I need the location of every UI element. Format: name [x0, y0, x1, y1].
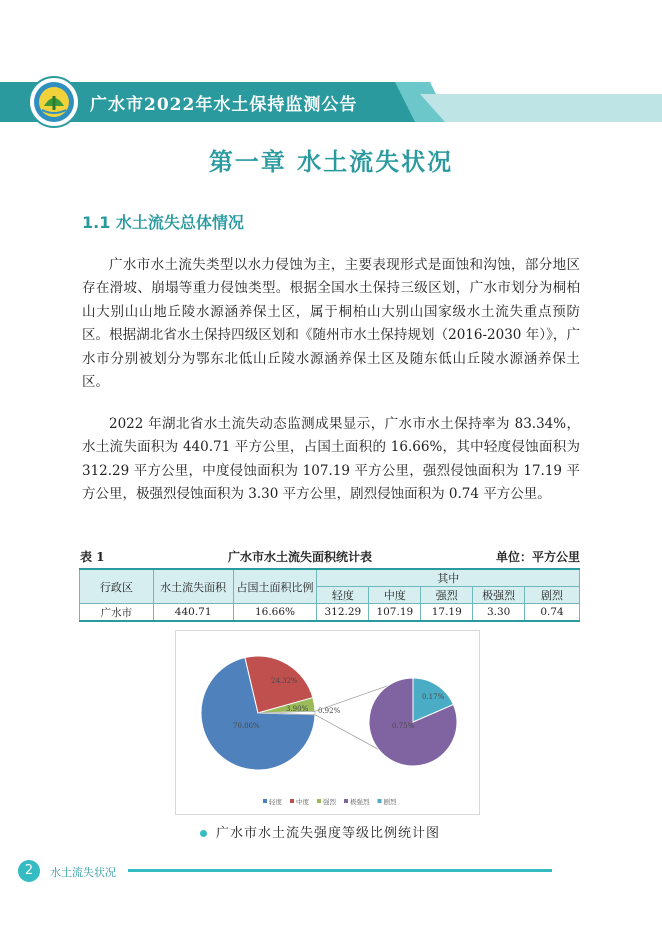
cell-region: 广水市: [80, 604, 154, 622]
legend-swatch-severe: [378, 799, 382, 803]
header-area: 水土流失面积: [153, 569, 233, 604]
header-very-intense: 极强烈: [473, 587, 525, 604]
pie-chart-frame: [175, 630, 480, 815]
cell-ratio: 16.66%: [233, 604, 317, 622]
paragraph-1: 广水市水土流失类型以水力侵蚀为主，主要表现形式是面蚀和沟蚀，部分地区存在滑坡、崩塌等重力侵蚀类型。根据全国水土保持三级区划，广水市划分为桐柏山大别山山地丘陵水源涵养保土区，属于桐柏山大别山国家级水土流失重点预防区。根据湖北省水土保持四级区划和《随州市水土保持规划（2016-2030 年）》，广水市分别被划分为鄂东北低山丘陵水源涵养保土区及随东低山丘陵水源涵养保土区。: [82, 257, 580, 391]
header-moderate: 中度: [369, 587, 421, 604]
cell-intense: 17.19: [421, 604, 473, 622]
table-label: 表 1: [80, 550, 105, 564]
figure-caption: [200, 822, 440, 841]
subpie-label-severe: 0.17%: [422, 693, 445, 701]
paragraph-2: 2022 年湖北省水土流失动态监测成果显示，广水市水土保持率为 83.34%，水土流失面积为 440.71 平方公里，占国土面积的 16.66%，其中轻度侵蚀面积为 312.29 平方公里，中度侵蚀面积为 107.19 平方公里，强烈侵蚀面积为 17.19 平方公里，极强烈侵蚀面积为 3.30 平方公里，剧烈侵蚀面积为 0.74 平方公里。: [82, 416, 580, 503]
legend-swatch-moderate: [290, 799, 294, 803]
subpie-label-very-intense: 0.75%: [392, 722, 415, 730]
cell-moderate: 107.19: [369, 604, 421, 622]
pie-of-pie-chart: [176, 631, 479, 814]
report-title: 广水市2022年水土保持监测公告: [90, 95, 358, 115]
pie-label-mild: 70.86%: [233, 722, 260, 730]
caption-bullet-icon: [200, 830, 207, 837]
cell-mild: 312.29: [317, 604, 369, 622]
legend-label-mild: 轻度: [269, 798, 282, 806]
footer-label: 水土流失状况: [50, 866, 116, 879]
cell-area: 440.71: [153, 604, 233, 622]
legend-label-very-intense: 极强烈: [350, 798, 370, 806]
table-row: [80, 604, 580, 622]
pie-label-intense: 3.90%: [286, 705, 309, 713]
header-ratio: 占国土面积比例: [233, 569, 317, 604]
legend-label-severe: 剧烈: [383, 798, 397, 806]
legend-swatch-very-intense: [344, 799, 348, 803]
logo: [28, 76, 80, 128]
header-intense: 强烈: [421, 587, 473, 604]
section-title: 1.1 水土流失总体情况: [82, 213, 244, 232]
cell-severe: 0.74: [525, 604, 580, 622]
header-region: 行政区: [80, 569, 154, 604]
page-number: 2: [18, 860, 40, 882]
footer-divider: [128, 869, 552, 872]
chapter-title: 第一章 水土流失状况: [208, 147, 454, 176]
table-title: 广水市水土流失面积统计表: [228, 550, 373, 564]
legend-swatch-mild: [263, 799, 267, 803]
legend-swatch-intense: [317, 799, 321, 803]
header-severe: 剧烈: [525, 587, 580, 604]
pie-label-moderate: 24.32%: [271, 677, 298, 685]
header-mild: 轻度: [317, 587, 369, 604]
figure-caption-text: 广水市水土流失强度等级比例统计图: [216, 826, 441, 841]
table-unit: 单位：平方公里: [495, 550, 580, 564]
area-statistics-table: [79, 568, 580, 622]
legend-label-intense: 强烈: [323, 798, 336, 806]
pie-label-other: 0.92%: [318, 707, 341, 715]
cell-very-intense: 3.30: [473, 604, 525, 622]
header-group: 其中: [317, 569, 580, 587]
legend-label-moderate: 中度: [296, 798, 309, 806]
